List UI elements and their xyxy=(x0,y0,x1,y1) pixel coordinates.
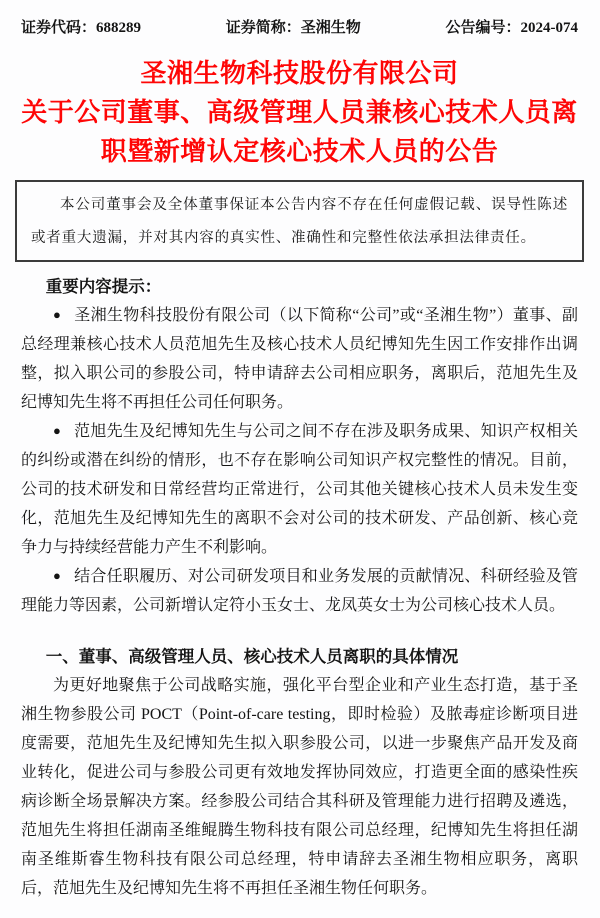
notice-bullet-1-text: 圣湘生物科技股份有限公司（以下简称“公司”或“圣湘生物”）董事、副总经理兼核心技术人员范旭先生及核心技术人员纪博知先生因工作安排作出调整，拟入职公司的参股公司，特申请辞去公司相应职务，离职后，范旭先生及纪博知先生将不再担任公司任何职务。 xyxy=(21,307,578,411)
stock-name-label: 证券简称： xyxy=(225,20,301,36)
disclaimer-text: 本公司董事会及全体董事保证本公告内容不存在任何虚假记载、误导性陈述或者重大遗漏，并对其内容的真实性、准确性和完整性依法承担法律责任。 xyxy=(31,197,568,246)
section-1-heading: 一、董事、高级管理人员、核心技术人员离职的具体情况 xyxy=(45,647,459,666)
bullet-icon: ● xyxy=(53,423,62,438)
important-notice-heading: 重要内容提示： xyxy=(45,277,162,296)
title-line-1: 圣湘生物科技股份有限公司 xyxy=(140,58,459,88)
title-line-2: 关于公司董事、高级管理人员兼核心技术人员离 xyxy=(21,97,578,127)
stock-name-value: 圣湘生物 xyxy=(300,20,361,36)
stock-code-label: 证券代码： xyxy=(21,20,97,36)
notice-bullet-2 xyxy=(21,417,578,562)
bullet-icon: ● xyxy=(53,568,62,583)
notice-bullet-3-text: 结合任职履历、对公司研发项目和业务发展的贡献情况、科研经验及管理能力等因素，公司新增认定符小玉女士、龙凤英女士为公司核心技术人员。 xyxy=(21,568,578,614)
stock-name xyxy=(226,18,361,38)
announcement-number-value: 2024-074 xyxy=(520,20,578,36)
disclaimer-box xyxy=(15,180,584,262)
bullet-icon: ● xyxy=(53,307,62,322)
document-header xyxy=(21,18,578,38)
title-line-3: 职暨新增认定核心技术人员的公告 xyxy=(100,136,499,166)
announcement-number-label: 公告编号： xyxy=(445,20,521,36)
notice-bullet-1 xyxy=(21,301,578,417)
announcement-title xyxy=(21,54,578,171)
announcement-number xyxy=(445,18,578,38)
section-1-paragraph: 为更好地聚焦于公司战略实施，强化平台型企业和产业生态打造，基于圣湘生物参股公司 POCT（Point-of-care testing，即时检验）及脓毒症诊断项目进度需要，范旭先生及纪博知先生拟入职参股公司，以进一步聚焦产品开发及商业转化，促进公司与参股公司更有效地发挥协同效应，打造更全面的感染性疾病诊断全场景解决方案。经参股公司结合其科研及管理能力进行招聘及遴选，范旭先生将担任湖南圣维鲲腾生物科技有限公司总经理，纪博知先生将担任湖南圣维斯睿生物科技有限公司总经理，特申请辞去圣湘生物相应职务，离职后，范旭先生及纪博知先生将不再担任圣湘生物任何职务。 xyxy=(21,677,578,897)
notice-bullet-3 xyxy=(21,562,578,620)
stock-code-value: 688289 xyxy=(96,20,142,36)
stock-code xyxy=(21,18,141,38)
notice-bullet-2-text: 范旭先生及纪博知先生与公司之间不存在涉及职务成果、知识产权相关的纠纷或潜在纠纷的情形，也不存在影响公司知识产权完整性的情况。目前，公司的技术研发和日常经营均正常进行，公司其他关键核心技术人员未发生变化，范旭先生及纪博知先生的离职不会对公司的技术研发、产品创新、核心竞争力与持续经营能力产生不利影响。 xyxy=(21,423,578,556)
